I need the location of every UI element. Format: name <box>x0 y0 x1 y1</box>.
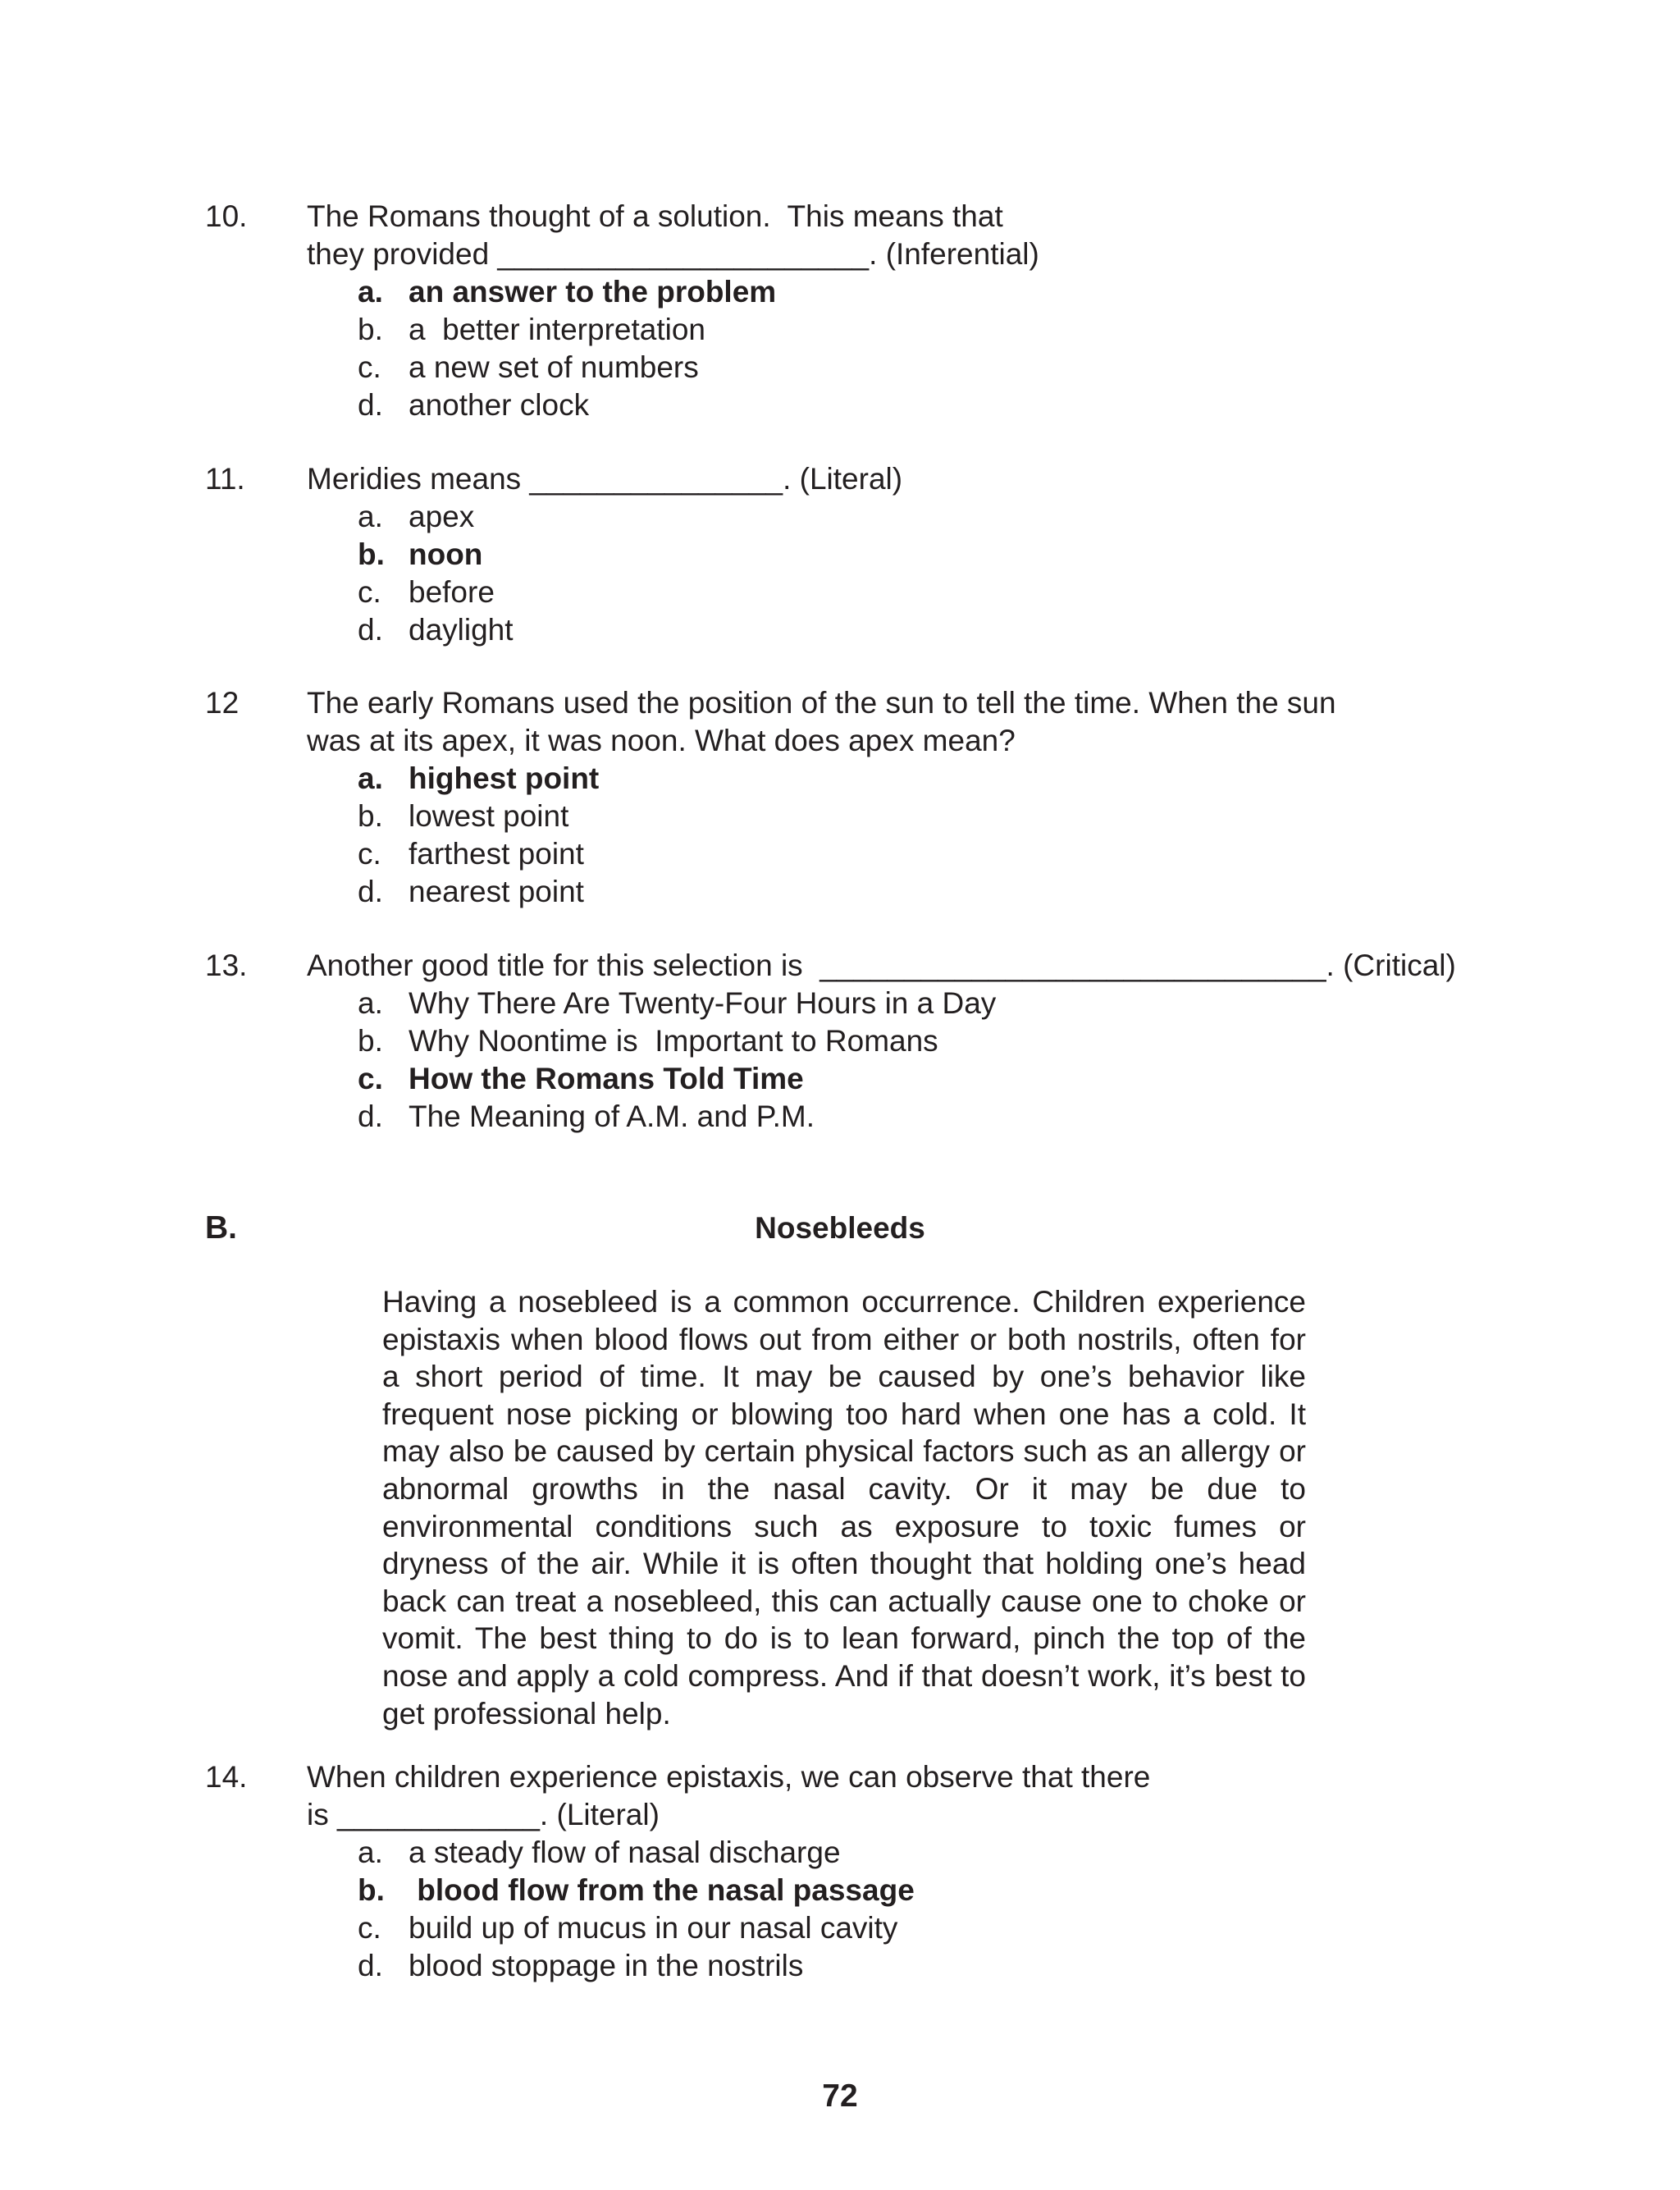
option-letter: d. <box>358 1949 383 1982</box>
option-letter: d. <box>358 875 383 908</box>
question-text-line: The early Romans used the position of the sun to tell the time. When the sun <box>307 686 1336 720</box>
option-letter: d. <box>358 1100 383 1133</box>
answer-option <box>358 798 568 835</box>
question-text-line: The Romans thought of a solution. This means that <box>307 199 1003 233</box>
section-letter: B. <box>205 1210 237 1246</box>
answer-option <box>358 985 996 1022</box>
option-letter: d. <box>358 613 383 647</box>
section-title: Nosebleeds <box>755 1211 925 1245</box>
option-text: another clock <box>409 388 590 422</box>
answer-option <box>358 349 699 386</box>
page-number: 72 <box>822 2078 858 2114</box>
answer-option <box>358 1909 897 1947</box>
reading-passage: Having a nosebleed is a common occurrence. Children experience epistaxis when blood flows out from either or both nostrils, often for a short period of time. It may be caused by one’s behavior like frequent nose picking or blowing too hard when one has a cold. It may also be caused by certain physical factors such as an allergy or abnormal growths in the nasal cavity. Or it may be due to environmental conditions such as exposure to toxic fumes or dryness of the air. While it is often thought that holding one’s head back can treat a nosebleed, this can actually cause one to choke or vomit. The best thing to do is to lean forward, pinch the top of the nose and apply a cold compress. And if that doesn’t work, it’s best to get professional help. <box>382 1285 1306 1731</box>
option-text: build up of mucus in our nasal cavity <box>409 1911 898 1945</box>
question-text-line: Meridies means _______________. (Literal) <box>307 462 903 496</box>
answer-option <box>358 1022 938 1060</box>
option-text: Why There Are Twenty-Four Hours in a Day <box>409 986 997 1020</box>
option-text: a steady flow of nasal discharge <box>409 1836 841 1869</box>
answer-option <box>358 386 589 424</box>
option-letter: b. <box>358 1873 385 1907</box>
option-letter: b. <box>358 313 383 346</box>
option-text: apex <box>409 500 475 533</box>
question-text-line: was at its apex, it was noon. What does apex mean? <box>307 724 1016 757</box>
option-letter: a. <box>358 275 383 309</box>
option-letter: c. <box>358 1062 383 1095</box>
question-number: 10. <box>205 199 248 233</box>
option-text: highest point <box>409 761 600 795</box>
option-letter: c. <box>358 350 381 384</box>
question-number: 13. <box>205 949 248 982</box>
option-text: blood flow from the nasal passage <box>409 1873 915 1907</box>
option-text: a new set of numbers <box>409 350 699 384</box>
option-text: daylight <box>409 613 514 647</box>
option-letter: c. <box>358 1911 381 1945</box>
question-text-line: is ____________. (Literal) <box>307 1798 660 1831</box>
option-text: blood stoppage in the nostrils <box>409 1949 804 1982</box>
option-letter: d. <box>358 388 383 422</box>
answer-option <box>358 760 599 798</box>
question-number: 14. <box>205 1760 248 1794</box>
option-letter: b. <box>358 537 385 571</box>
option-text: Why Noontime is Important to Romans <box>409 1024 938 1058</box>
question-text-line: When children experience epistaxis, we can observe that there <box>307 1760 1151 1794</box>
question-text-line: they provided ______________________. (Inferential) <box>307 237 1039 271</box>
answer-option <box>358 574 495 611</box>
answer-option <box>358 1098 815 1136</box>
answer-option <box>358 498 474 536</box>
answer-option <box>358 611 514 649</box>
option-letter: a. <box>358 1836 383 1869</box>
option-letter: c. <box>358 837 381 871</box>
answer-option <box>358 1947 803 1985</box>
question-number: 12 <box>205 686 240 720</box>
answer-option <box>358 835 584 873</box>
answer-option <box>358 311 705 349</box>
option-letter: c. <box>358 575 381 609</box>
option-letter: b. <box>358 799 383 833</box>
option-text: before <box>409 575 495 609</box>
answer-option <box>358 273 776 311</box>
question-text-line: Another good title for this selection is ______________________________. (Critical) <box>307 949 1456 982</box>
option-text: lowest point <box>409 799 569 833</box>
answer-option <box>358 1872 915 1909</box>
option-text: an answer to the problem <box>409 275 777 309</box>
option-letter: a. <box>358 500 383 533</box>
option-letter: a. <box>358 986 383 1020</box>
answer-option <box>358 873 584 911</box>
option-text: How the Romans Told Time <box>409 1062 804 1095</box>
answer-option <box>358 1834 841 1872</box>
option-text: The Meaning of A.M. and P.M. <box>409 1100 815 1133</box>
option-letter: a. <box>358 761 383 795</box>
option-text: a better interpretation <box>409 313 705 346</box>
option-letter: b. <box>358 1024 383 1058</box>
option-text: farthest point <box>409 837 584 871</box>
option-text: noon <box>409 537 483 571</box>
question-number: 11. <box>205 462 245 496</box>
answer-option <box>358 536 482 574</box>
option-text: nearest point <box>409 875 584 908</box>
answer-option <box>358 1060 804 1098</box>
